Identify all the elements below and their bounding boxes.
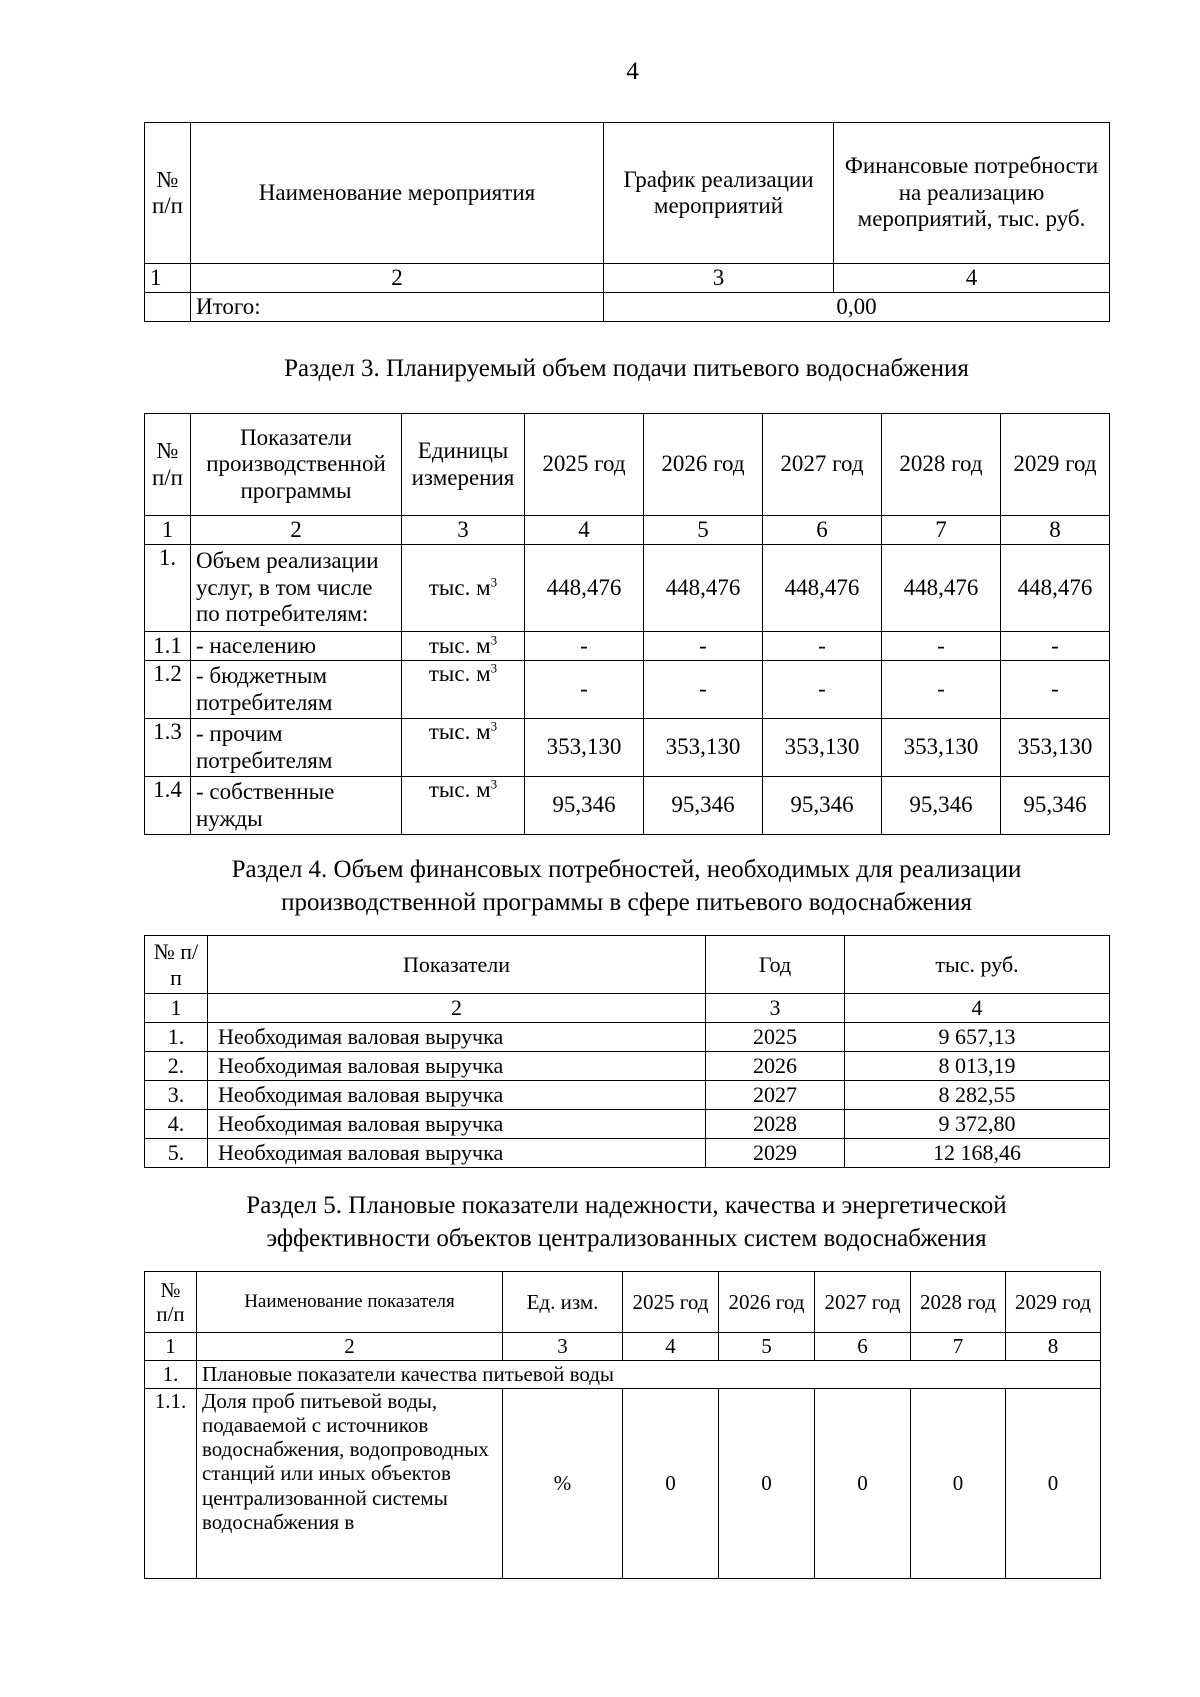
value-cell: 0 [815,1389,911,1579]
row-number: 1.1. [145,1389,197,1579]
column-number: 6 [815,1333,911,1361]
value-cell: - [882,632,1001,661]
row-number: 1. [145,1023,208,1052]
header-cell: Наименование показателя [197,1272,503,1333]
section3-title: Раздел 3. Планируемый объем подачи питьевого водоснабжения [284,355,969,382]
table-row [145,1023,1110,1052]
column-number: 8 [1001,516,1110,545]
value-cell: 9 372,80 [845,1110,1110,1139]
header-cell: Единицы измерения [402,414,525,516]
value-cell: 353,130 [525,719,644,777]
row-name: Необходимая валовая выручка [208,1139,706,1168]
column-number: 2 [208,994,706,1023]
table-row [145,632,1110,661]
column-number: 3 [503,1333,623,1361]
value-cell: 448,476 [525,545,644,632]
year-cell: 2029 [706,1139,845,1168]
value-cell: 448,476 [882,545,1001,632]
column-number-row [145,1333,1101,1361]
column-number: 1 [145,1333,197,1361]
column-number: 8 [1006,1333,1101,1361]
section5-table-block [144,1271,1101,1579]
year-cell: 2027 [706,1081,845,1110]
header-cell: 2026 год [719,1272,815,1333]
value-cell: 448,476 [1001,545,1110,632]
header-cell: Показатели производственной программы [191,414,402,516]
total-label: Итого: [191,293,604,322]
table-header-row [145,936,1110,994]
header-cell: 2025 год [623,1272,719,1333]
value-cell: 8 282,55 [845,1081,1110,1110]
value-cell: - [1001,661,1110,719]
header-cell: 2025 год [525,414,644,516]
row-name: Необходимая валовая выручка [208,1110,706,1139]
value-cell: 12 168,46 [845,1139,1110,1168]
table-row [145,545,1110,632]
value-cell: - [1001,632,1110,661]
value-cell: - [763,632,882,661]
table-row [145,719,1110,777]
header-cell: 2029 год [1001,414,1110,516]
value-cell: 448,476 [763,545,882,632]
column-number: 2 [197,1333,503,1361]
unit-cell: тыс. $м^3$ [402,719,525,777]
value-cell: 95,346 [763,777,882,835]
row-number: 1.2 [145,661,191,719]
header-cell: № п/п [145,123,191,264]
value-cell: 95,346 [525,777,644,835]
row-number: 1.4 [145,777,191,835]
table-row [145,1110,1110,1139]
value-cell: 353,130 [882,719,1001,777]
total-value: 0,00 [604,293,1110,322]
value-cell: - [763,661,882,719]
header-cell: 2026 год [644,414,763,516]
row-name: - прочим потребителям [191,719,402,777]
value-cell: 95,346 [1001,777,1110,835]
row-number: 5. [145,1139,208,1168]
table-row [145,777,1110,835]
header-cell: Год [706,936,845,994]
value-cell: 0 [911,1389,1006,1579]
header-cell: № п/п [145,414,191,516]
header-cell: Ед. изм. [503,1272,623,1333]
section5-title-line1: Раздел 5. Плановые показатели надежности, качества и энергетической [246,1192,1007,1219]
section3-table-block [144,413,1110,835]
column-number: 1 [145,264,191,293]
unit-cell: тыс. $м^3$ [402,632,525,661]
value-cell: - [525,661,644,719]
unit-cell: тыс. $м^3$ [402,661,525,719]
value-cell: 0 [623,1389,719,1579]
value-cell: - [644,632,763,661]
row-name: - собственные нужды [191,777,402,835]
table-row [145,1081,1110,1110]
header-cell: Наименование мероприятия [191,123,604,264]
value-cell: 353,130 [644,719,763,777]
row-number: 1.1 [145,632,191,661]
unit-cell: тыс. $м^3$ [402,777,525,835]
value-cell: 0 [1006,1389,1101,1579]
table-header-row [145,123,1110,264]
column-number-row [145,994,1110,1023]
column-number: 5 [644,516,763,545]
reliability-quality-table [144,1271,1101,1579]
group-row [145,1361,1101,1389]
total-row [145,293,1110,322]
table-row [145,661,1110,719]
header-cell: 2027 год [815,1272,911,1333]
header-cell: № п/п [145,1272,197,1333]
header-cell: 2028 год [882,414,1001,516]
column-number-row [145,264,1110,293]
table-row [145,1389,1101,1579]
section4-title-line2: производственной программы в сфере питьевого водоснабжения [281,889,972,916]
section4-title-line1: Раздел 4. Объем финансовых потребностей, необходимых для реализации [231,856,1022,883]
section5-title-line2: эффективности объектов централизованных систем водоснабжения [266,1225,987,1252]
column-number: 1 [145,994,208,1023]
table-row [145,1139,1110,1168]
value-cell: - [644,661,763,719]
year-cell: 2025 [706,1023,845,1052]
value-cell: 95,346 [882,777,1001,835]
column-number: 7 [911,1333,1006,1361]
measures-table [144,122,1110,322]
financial-needs-table [144,935,1110,1168]
value-cell: 0 [719,1389,815,1579]
column-number: 2 [191,516,402,545]
row-name: - населению [191,632,402,661]
table-header-row [145,414,1110,516]
supply-volume-table [144,413,1110,835]
column-number: 3 [706,994,845,1023]
row-number: 3. [145,1081,208,1110]
value-cell: 8 013,19 [845,1052,1110,1081]
unit-cell: тыс. $м^3$ [402,545,525,632]
header-cell: 2027 год [763,414,882,516]
value-cell: - [882,661,1001,719]
header-cell: Финансовые потребности на реализацию мероприятий, тыс. руб. [834,123,1110,264]
column-number: 5 [719,1333,815,1361]
section4-table-block [144,935,1110,1168]
row-name: Доля проб питьевой воды, подаваемой с источников водоснабжения, водопроводных станций или иных объектов централизованной системы водоснабжения в [197,1389,503,1579]
column-number: 2 [191,264,604,293]
page-number: 4 [626,58,639,85]
header-cell: График реализации мероприятий [604,123,834,264]
header-cell: Показатели [208,936,706,994]
header-cell: 2028 год [911,1272,1006,1333]
column-number: 3 [402,516,525,545]
year-cell: 2026 [706,1052,845,1081]
value-cell: 95,346 [644,777,763,835]
unit-cell: % [503,1389,623,1579]
row-name: Объем реализации услуг, в том числе по потребителям: [191,545,402,632]
column-number: 1 [145,516,191,545]
section4-title [144,853,1109,919]
row-number: 1. [145,1361,197,1389]
row-name: Необходимая валовая выручка [208,1052,706,1081]
column-number: 4 [845,994,1110,1023]
value-cell: 353,130 [763,719,882,777]
row-name: Необходимая валовая выручка [208,1023,706,1052]
column-number: 4 [623,1333,719,1361]
value-cell: 353,130 [1001,719,1110,777]
column-number: 6 [763,516,882,545]
column-number-row [145,516,1110,545]
table-header-row [145,1272,1101,1333]
group-name: Плановые показатели качества питьевой воды [197,1361,1101,1389]
header-cell: 2029 год [1006,1272,1101,1333]
row-number: 4. [145,1110,208,1139]
row-number: 1.3 [145,719,191,777]
row-name: Необходимая валовая выручка [208,1081,706,1110]
column-number: 4 [834,264,1110,293]
column-number: 3 [604,264,834,293]
row-number: 2. [145,1052,208,1081]
header-cell: № п/п [145,936,208,994]
row-name: - бюджетным потребителям [191,661,402,719]
column-number: 4 [525,516,644,545]
value-cell: 448,476 [644,545,763,632]
measures-table-block [144,122,1110,322]
table-row [145,1052,1110,1081]
header-cell: тыс. руб. [845,936,1110,994]
row-number: 1. [145,545,191,632]
value-cell: - [525,632,644,661]
section5-title [144,1189,1109,1255]
value-cell: 9 657,13 [845,1023,1110,1052]
column-number: 7 [882,516,1001,545]
year-cell: 2028 [706,1110,845,1139]
